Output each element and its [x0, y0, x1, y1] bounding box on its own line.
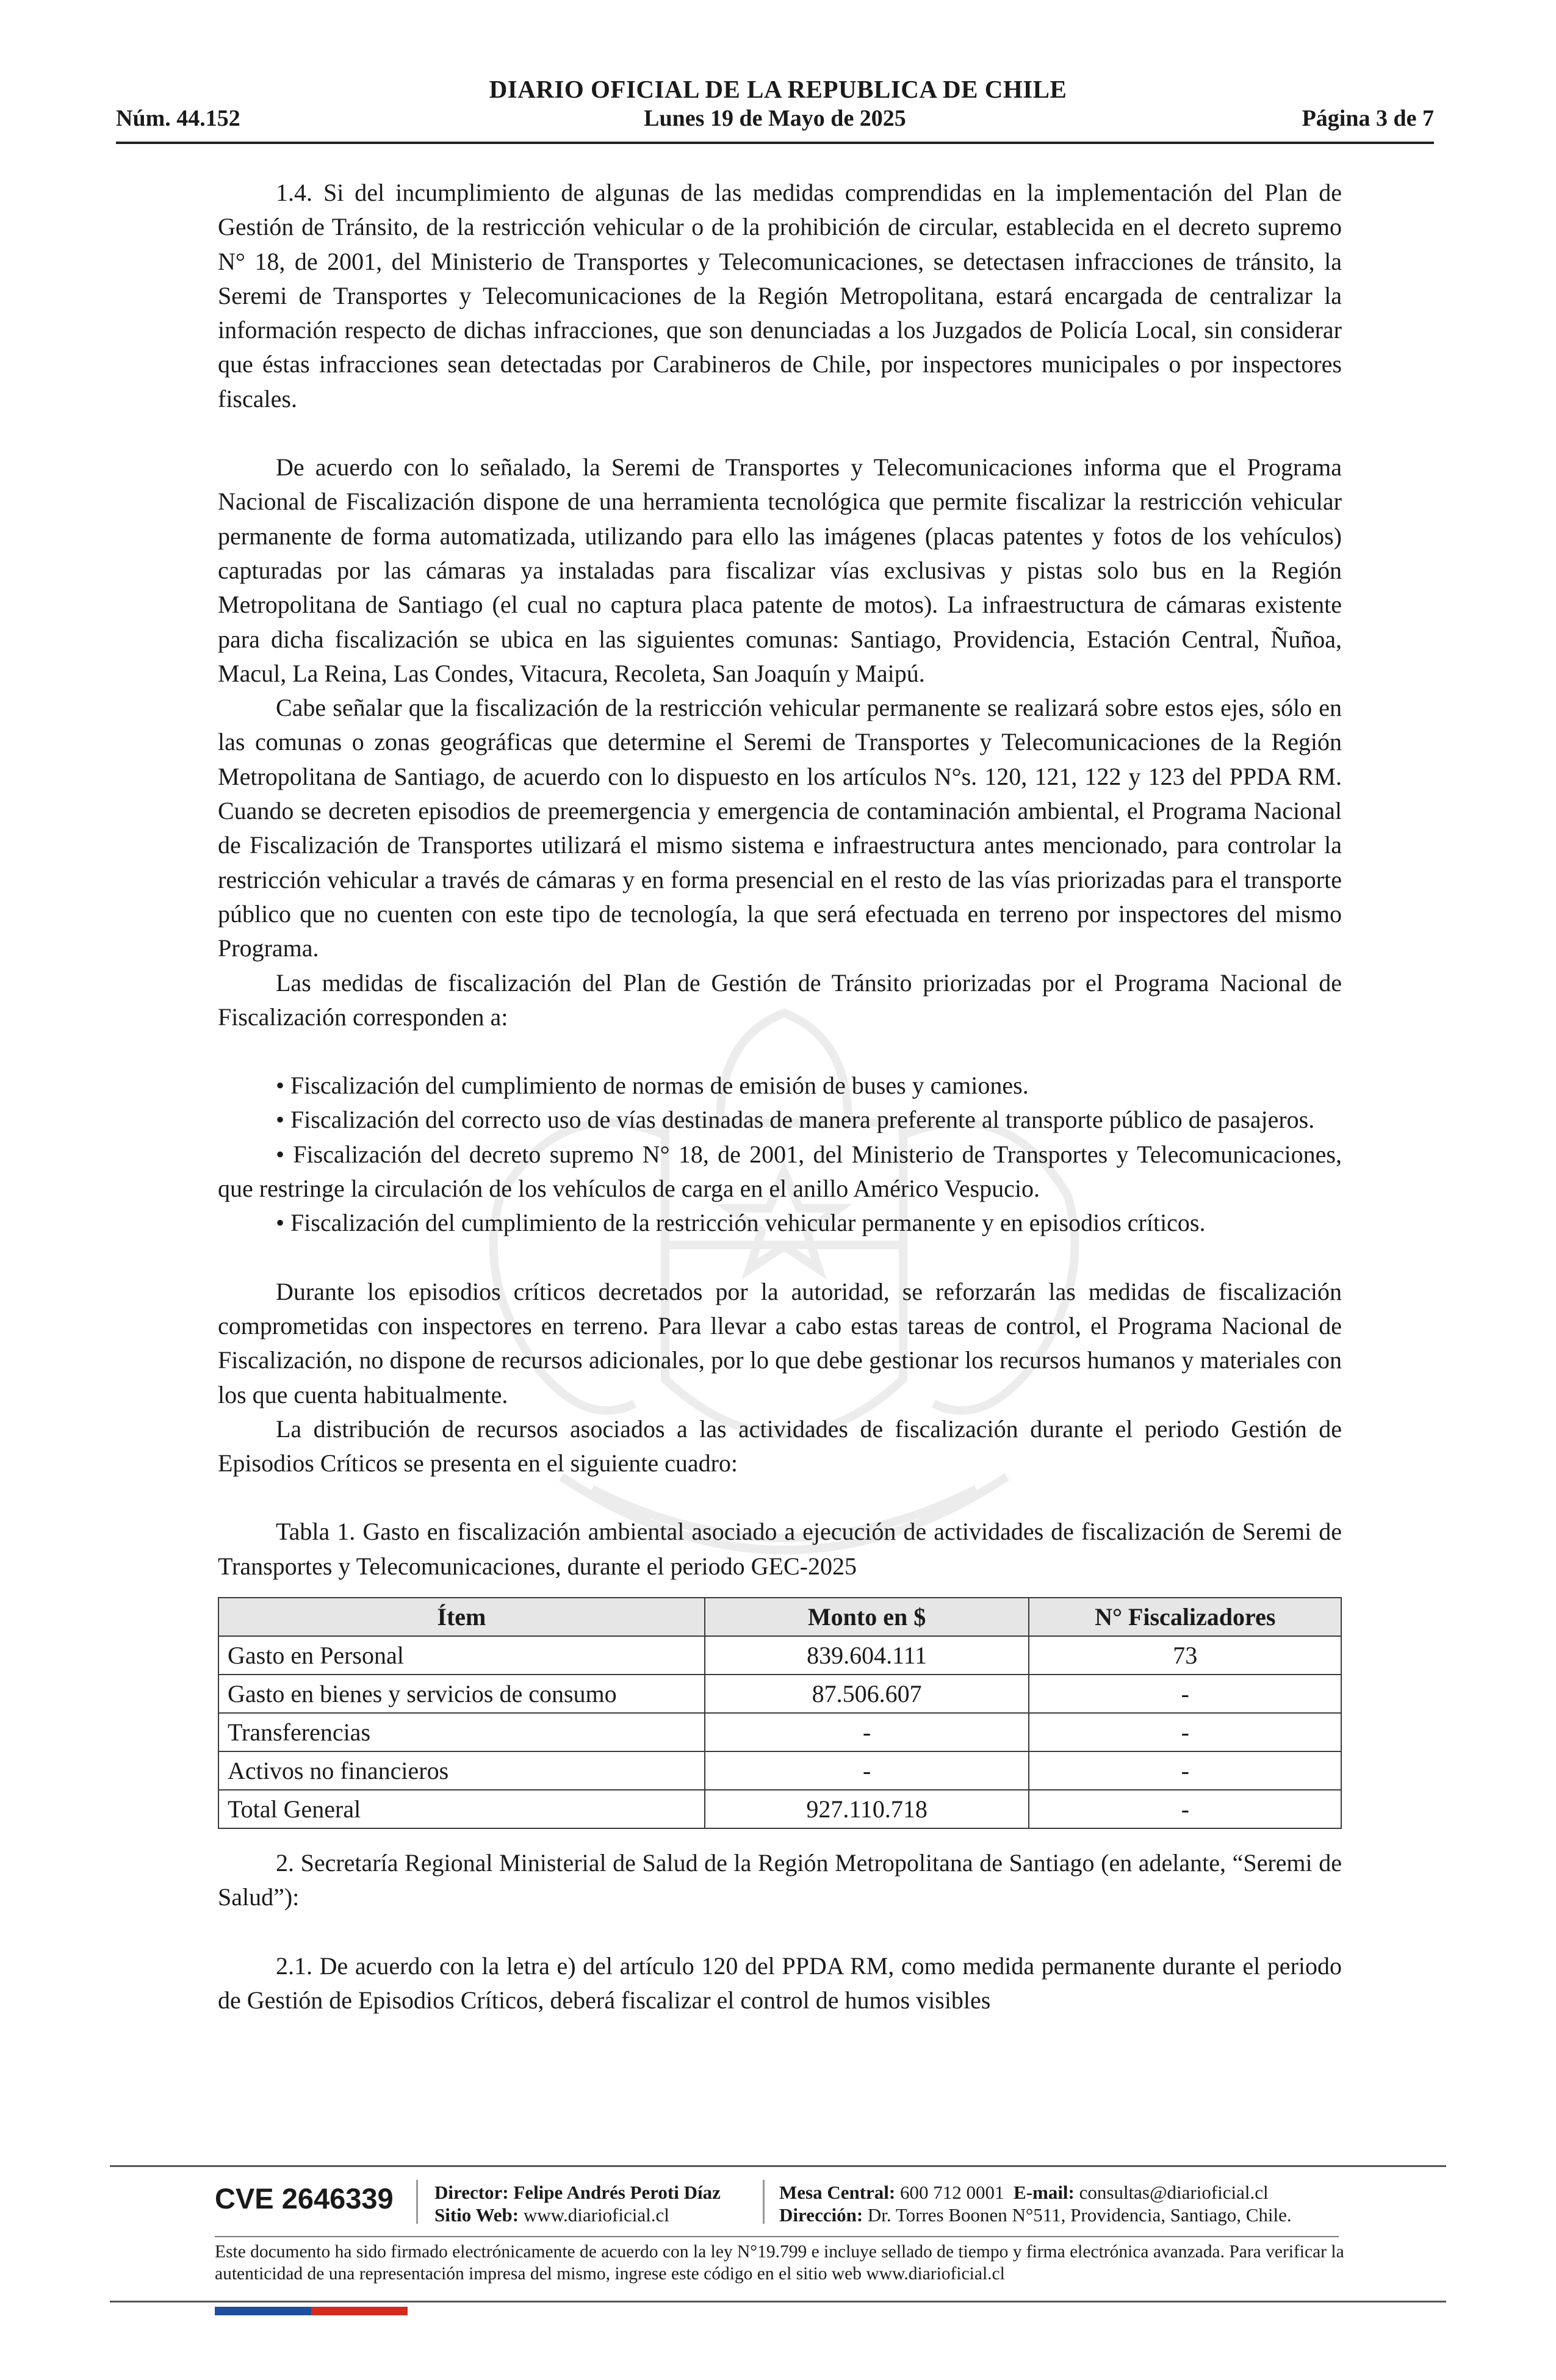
flag-stripe-blue	[215, 2307, 311, 2315]
table-caption: Tabla 1. Gasto en fiscalización ambiental asociado a ejecución de actividades de fiscalización de Seremi de Transportes y Telecomunicaciones, durante el periodo GEC-2025	[218, 1518, 1342, 1580]
electronic-signature-notice: Este documento ha sido firmado electrónicamente de acuerdo con la ley N°19.799 e incluye sellado de tiempo y firma electrónica avanzada. Para verificar la autenticidad de una representación impresa del mismo, ingrese este código en el sitio web www.diarioficial.cl	[215, 2242, 1344, 2284]
header-divider	[116, 142, 1434, 144]
paragraph-1-4: 1.4. Si del incumplimiento de algunas de las medidas comprendidas en la implementación del Plan de Gestión de Tránsito, de la restricción vehicular o de la prohibición de circular, establecida en el decreto supremo N° 18, de 2001, del Ministerio de Transportes y Telecomunicaciones, se detectasen infracciones de tránsito, la Seremi de Transportes y Telecomunicaciones de la Región Metropolitana, estará encargada de centralizar la información respecto de dichas infracciones, que son denunciadas a los Juzgados de Policía Local, sin considerar que éstas infracciones sean detectadas por Carabineros de Chile, por inspectores municipales o por inspectores fiscales.	[218, 179, 1342, 413]
bullet-item: • Fiscalización del correcto uso de vías destinadas de manera preferente al transporte público de pasajeros.	[276, 1106, 1315, 1134]
table-row	[218, 1675, 1341, 1713]
expense-table	[218, 1597, 1342, 1829]
footer-director-block	[434, 2181, 721, 2226]
issue-date: Lunes 19 de Mayo de 2025	[644, 106, 906, 131]
paragraph-critical-episodes: Durante los episodios críticos decretados por la autoridad, se reforzarán las medidas de fiscalización comprometidas con inspectores en terreno. Para llevar a cabo estas tareas de control, el Programa Nacional de Fiscalización, no dispone de recursos adicionales, por lo que debe gestionar los recursos humanos y materiales con los que cuenta habitualmente.	[218, 1277, 1342, 1408]
table-cell: 839.604.111	[705, 1636, 1029, 1675]
paragraph-resource-distribution: La distribución de recursos asociados a las actividades de fiscalización durante el periodo Gestión de Episodios Críticos se presenta en el siguiente cuadro:	[218, 1415, 1342, 1477]
phone-label: Mesa Central:	[779, 2182, 896, 2203]
table-cell: -	[1029, 1713, 1341, 1751]
table-cell: Gasto en Personal	[218, 1636, 705, 1675]
page-indicator: Página 3 de 7	[1302, 106, 1434, 131]
footer-separator	[763, 2180, 765, 2224]
table-cell: -	[1029, 1751, 1341, 1790]
newspaper-title: DIARIO OFICIAL DE LA REPUBLICA DE CHILE	[489, 75, 1067, 103]
phone-value: 600 712 0001	[900, 2182, 1004, 2203]
director-name: Felipe Andrés Peroti Díaz	[513, 2182, 721, 2203]
column-header-item: Ítem	[218, 1598, 705, 1636]
table-cell: 87.506.607	[705, 1675, 1029, 1713]
table-cell: -	[1029, 1675, 1341, 1713]
column-header-inspectors: N° Fiscalizadores	[1029, 1598, 1341, 1636]
paragraph-seremi-salud: 2. Secretaría Regional Ministerial de Salud de la Región Metropolitana de Santiago (en adelante, “Seremi de Salud”):	[218, 1848, 1342, 1911]
table-cell: -	[705, 1713, 1029, 1751]
email-label: E-mail:	[1014, 2182, 1075, 2203]
paragraph-enforcement-axes: Cabe señalar que la fiscalización de la restricción vehicular permanente se realizará sobre estos ejes, sólo en las comunas o zonas geográficas que determine el Seremi de Transportes y Telecomunicaciones de la Región Metropolitana de Santiago, de acuerdo con lo dispuesto en los artículos N°s. 120, 121, 122 y 123 del PPDA RM. Cuando se decreten episodios de preemergencia y emergencia de contaminación ambiental, el Programa Nacional de Fiscalización de Transportes utilizará el mismo sistema e infraestructura antes mencionado, para controlar la restricción vehicular a través de cámaras y en forma presencial en el resto de las vías priorizadas para el transporte público que no cuenten con este tipo de tecnología, la que será efectuada en terreno por inspectores del mismo Programa.	[218, 694, 1342, 962]
paragraph-camera-infrastructure: De acuerdo con lo señalado, la Seremi de Transportes y Telecomunicaciones informa que el Programa Nacional de Fiscalización dispone de una herramienta tecnológica que permite fiscalizar la restricción vehicular permanente de forma automatizada, utilizando para ello las imágenes (placas patentes y fotos de los vehículos) capturadas por las cámaras ya instaladas para fiscalizar vías exclusivas y pistas solo bus en la Región Metropolitana de Santiago (el cual no captura placa patente de motos). La infraestructura de cámaras existente para dicha fiscalización se ubica en las siguientes comunas: Santiago, Providencia, Estación Central, Ñuñoa, Macul, La Reina, Las Condes, Vitacura, Recoleta, San Joaquín y Maipú.	[218, 453, 1342, 687]
column-header-amount: Monto en $	[705, 1598, 1029, 1636]
table-row	[218, 1636, 1341, 1675]
table-cell: Transferencias	[218, 1713, 705, 1751]
footer-divider-middle	[215, 2236, 1339, 2237]
table-row	[218, 1751, 1341, 1790]
footer-contact-block	[779, 2181, 1292, 2226]
paragraph-prioritized-measures: Las medidas de fiscalización del Plan de Gestión de Tránsito priorizadas por el Programa Nacional de Fiscalización corresponden a:	[218, 968, 1342, 1031]
table-row	[218, 1713, 1341, 1751]
footer-separator	[416, 2180, 418, 2224]
table-cell: -	[1029, 1790, 1341, 1828]
table-cell: 927.110.718	[705, 1790, 1029, 1828]
website-link[interactable]: www.diarioficial.cl	[523, 2204, 669, 2226]
email-link[interactable]: consultas@diarioficial.cl	[1079, 2182, 1269, 2203]
article-body	[218, 176, 1342, 2018]
director-label: Director:	[434, 2182, 509, 2203]
table-cell: Gasto en bienes y servicios de consumo	[218, 1675, 705, 1713]
table-cell: Total General	[218, 1790, 705, 1828]
flag-stripe-red	[311, 2307, 408, 2315]
bullet-item: • Fiscalización del cumplimiento de normas de emisión de buses y camiones.	[276, 1072, 1029, 1100]
table-cell: 73	[1029, 1636, 1341, 1675]
table-cell: -	[705, 1751, 1029, 1790]
table-header-row	[218, 1598, 1341, 1636]
header-row	[116, 105, 1434, 135]
address-value: Dr. Torres Boonen N°511, Providencia, Santiago, Chile.	[867, 2204, 1292, 2226]
website-label: Sitio Web:	[434, 2204, 519, 2226]
address-label: Dirección:	[779, 2204, 863, 2226]
issue-number: Núm. 44.152	[116, 106, 240, 131]
footer-divider-bottom	[110, 2301, 1446, 2302]
paragraph-2-1: 2.1. De acuerdo con la letra e) del artículo 120 del PPDA RM, como medida permanente durante el periodo de Gestión de Episodios Críticos, deberá fiscalizar el control de humos visibles	[218, 1952, 1342, 2014]
table-row-total	[218, 1790, 1341, 1828]
cve-code: CVE 2646339	[215, 2182, 394, 2215]
table-cell: Activos no financieros	[218, 1751, 705, 1790]
bullet-item: • Fiscalización del cumplimiento de la restricción vehicular permanente y en episodios críticos.	[276, 1209, 1206, 1237]
footer-divider-top	[110, 2165, 1446, 2167]
bullet-item: • Fiscalización del decreto supremo N° 18, de 2001, del Ministerio de Transportes y Telecomunicaciones, que restringe la circulación de los vehículos de carga en el anillo Américo Vespucio.	[218, 1140, 1342, 1203]
